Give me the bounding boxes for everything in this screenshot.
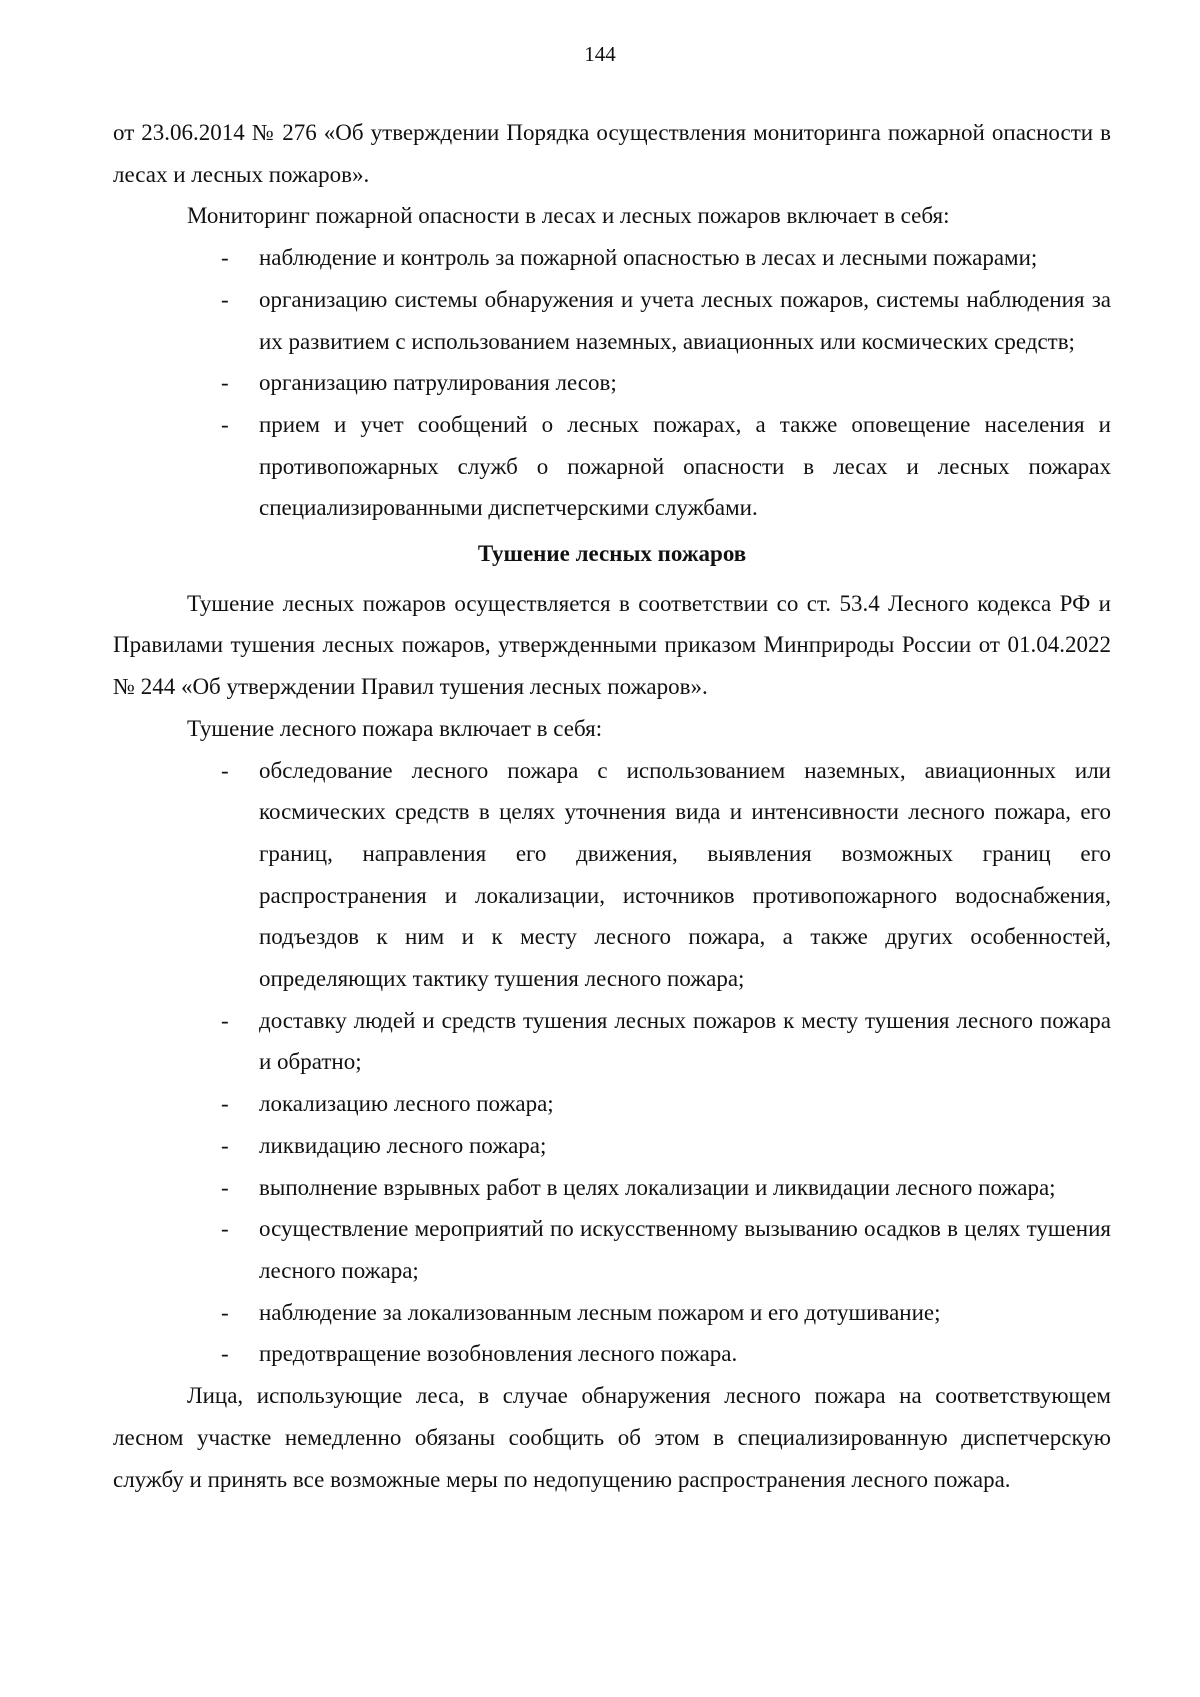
dash-marker: - [221, 370, 229, 396]
dash-marker: - [221, 1091, 229, 1117]
dash-marker: - [221, 1299, 229, 1325]
list-item-text: организацию системы обнаружения и учета лесных пожаров, системы наблюдения за их развитием с использованием наземных, авиационных или космических средств; [259, 286, 1111, 354]
list-item-text: наблюдение и контроль за пожарной опасностью в лесах и лесными пожарами; [259, 245, 1038, 271]
paragraph-suppression-basis: Тушение лесных пожаров осуществляется в соответствии со ст. 53.4 Лесного кодекса РФ и Правилами тушения лесных пожаров, утвержденными приказом Минприроды России от 01.04.2022 № 244 «Об утверждении Правил тушения лесных пожаров». [113, 590, 1111, 700]
list-item-text: осуществление мероприятий по искусственному вызыванию осадков в целях тушения лесного пожара; [259, 1216, 1111, 1283]
list-item [113, 279, 1111, 362]
paragraph-forest-users-duty: Лица, использующие леса, в случае обнаружения лесного пожара на соответствующем лесном участке немедленно обязаны сообщить об этом в специализированную диспетчерскую службу и принять все возможные меры по недопущению распространения лесного пожара. [113, 1383, 1111, 1492]
list-item [113, 1333, 1111, 1375]
monitoring-list [113, 237, 1111, 529]
list-item [113, 750, 1111, 1000]
dash-marker: - [221, 245, 229, 271]
paragraph-suppression-intro: Тушение лесного пожара включает в себя: [187, 715, 603, 741]
list-item-text: локализацию лесного пожара; [259, 1091, 554, 1117]
dash-marker: - [221, 1174, 229, 1200]
list-item-text: прием и учет сообщений о лесных пожарах, а также оповещение населения и противопожарных служб о пожарной опасности в лесах и лесных пожарах специализированными диспетчерскими службами. [259, 411, 1111, 521]
dash-marker: - [221, 1341, 229, 1367]
dash-marker: - [221, 1007, 229, 1033]
list-item-text: обследование лесного пожара с использованием наземных, авиационных или космических средств в целях уточнения вида и интенсивности лесного пожара, его границ, направления его движения, выявления возможных границ его распространения и локализации, источников противопожарного водоснабжения, подъездов к ним и к месту лесного пожара, а также других особенностей, определяющих тактику тушения лесного пожара; [259, 757, 1111, 992]
list-item [113, 1208, 1111, 1291]
list-item [113, 1000, 1111, 1083]
paragraph-continuation: от 23.06.2014 № 276 «Об утверждении Порядка осуществления мониторинга пожарной опасности в лесах и лесных пожаров». [113, 120, 1111, 187]
paragraph-monitoring-intro: Мониторинг пожарной опасности в лесах и лесных пожаров включает в себя: [187, 203, 950, 229]
list-item [113, 362, 1111, 404]
list-item-text: ликвидацию лесного пожара; [259, 1132, 547, 1158]
dash-marker: - [221, 1216, 229, 1242]
list-item [113, 1167, 1111, 1209]
list-item [113, 1292, 1111, 1334]
suppression-list [113, 750, 1111, 1376]
dash-marker: - [221, 411, 229, 437]
list-item-text: предотвращение возобновления лесного пожара. [259, 1341, 738, 1367]
list-item-text: выполнение взрывных работ в целях локализации и ликвидации лесного пожара; [259, 1174, 1056, 1200]
list-item-text: наблюдение за локализованным лесным пожаром и его дотушивание; [259, 1299, 941, 1325]
dash-marker: - [221, 1132, 229, 1158]
dash-marker: - [221, 286, 229, 312]
dash-marker: - [221, 757, 229, 783]
list-item [113, 404, 1111, 529]
list-item [113, 1125, 1111, 1167]
list-item [113, 1083, 1111, 1125]
page-number: 144 [584, 42, 616, 66]
section-heading: Тушение лесных пожаров [477, 541, 747, 567]
list-item [113, 237, 1111, 279]
list-item-text: доставку людей и средств тушения лесных пожаров к месту тушения лесного пожара и обратно; [259, 1007, 1111, 1075]
document-body [113, 112, 1111, 1500]
list-item-text: организацию патрулирования лесов; [259, 370, 617, 396]
